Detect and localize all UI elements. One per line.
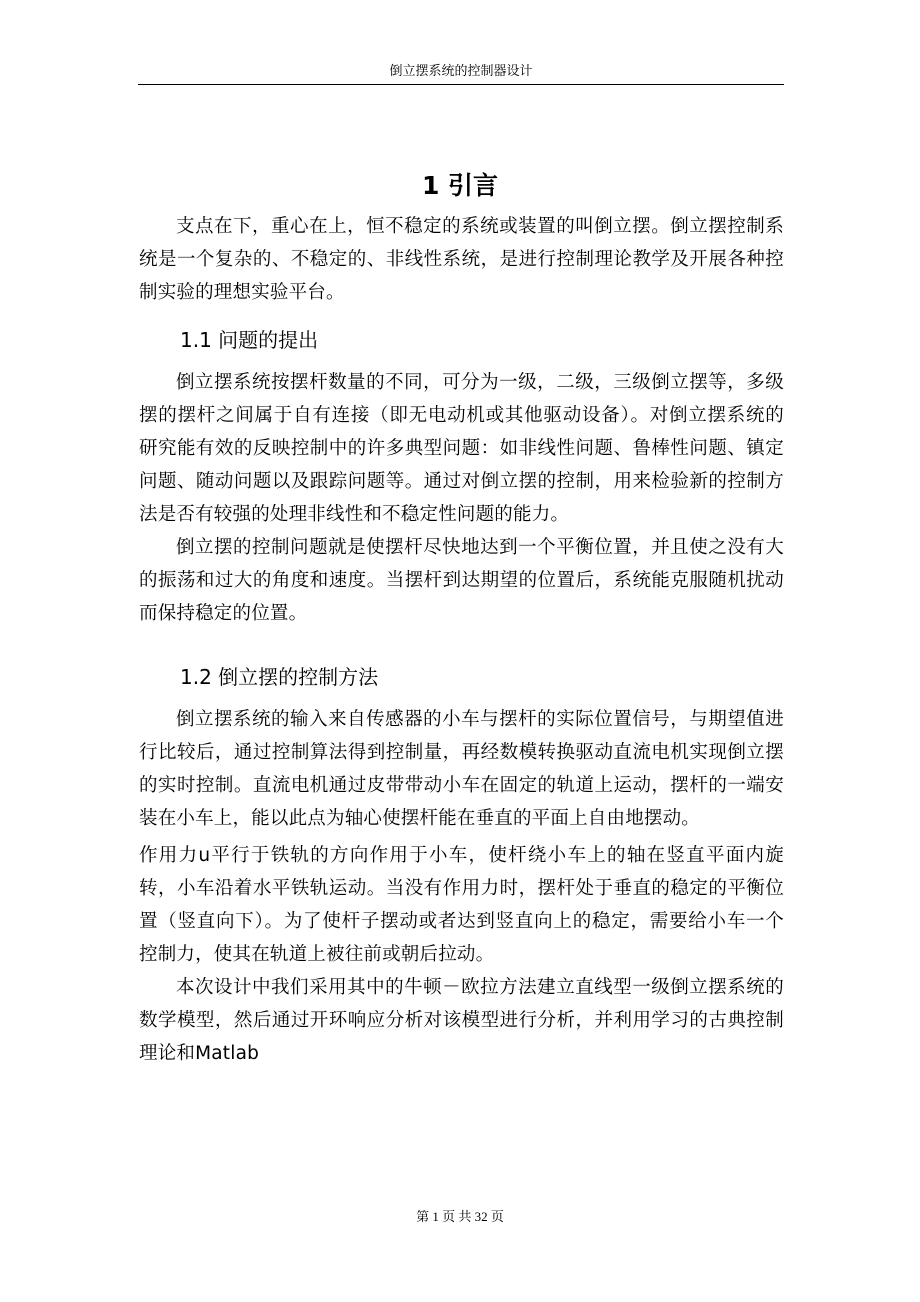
section-1-2-title: 1.2 倒立摆的控制方法 <box>180 665 379 689</box>
paragraph: 倒立摆系统的输入来自传感器的小车与摆杆的实际位置信号，与期望值进行比较后，通过控制算法得到控制量，再经数模转换驱动直流电机实现倒立摆的实时控制。直流电机通过皮带带动小车在固定的轨道上运动，摆杆的一端安装在小车上，能以此点为轴心使摆杆能在垂直的平面上自由地摆动。 <box>139 709 784 829</box>
page-footer: 第 1 页 共 32 页 <box>416 1209 504 1224</box>
section-1-1-body <box>139 366 784 630</box>
paragraph: 本次设计中我们采用其中的牛顿－欧拉方法建立直线型一级倒立摆系统的数学模型，然后通过开环响应分析对该模型进行分析，并利用学习的古典控制理论和Matlab <box>139 977 784 1064</box>
paragraph: 倒立摆系统按摆杆数量的不同，可分为一级，二级，三级倒立摆等，多级摆的摆杆之间属于自有连接（即无电动机或其他驱动设备）。对倒立摆系统的研究能有效的反映控制中的许多典型问题：如非线性问题、鲁棒性问题、镇定问题、随动问题以及跟踪问题等。通过对倒立摆的控制，用来检验新的控制方法是否有较强的处理非线性和不稳定性问题的能力。 <box>139 372 784 525</box>
intro-section <box>139 210 784 309</box>
intro-paragraph: 支点在下，重心在上，恒不稳定的系统或装置的叫倒立摆。倒立摆控制系统是一个复杂的、不稳定的、非线性系统，是进行控制理论教学及开展各种控制实验的理想实验平台。 <box>139 216 784 303</box>
chapter-title: 1 引言 <box>421 171 499 200</box>
paragraph: 倒立摆的控制问题就是使摆杆尽快地达到一个平衡位置，并且使之没有大的振荡和过大的角度和速度。当摆杆到达期望的位置后，系统能克服随机扰动而保持稳定的位置。 <box>139 537 784 624</box>
section-1-2-body <box>139 703 784 1070</box>
paragraph: 作用力u平行于铁轨的方向作用于小车，使杆绕小车上的轴在竖直平面内旋转，小车沿着水平铁轨运动。当没有作用力时，摆杆处于垂直的稳定的平衡位置（竖直向下）。为了使杆子摆动或者达到竖直向上的稳定，需要给小车一个控制力，使其在轨道上被往前或朝后拉动。 <box>139 845 784 965</box>
page-header: 倒立摆系统的控制器设计 <box>389 64 533 79</box>
section-1-1-title: 1.1 问题的提出 <box>180 328 319 352</box>
header-rule <box>138 84 784 85</box>
